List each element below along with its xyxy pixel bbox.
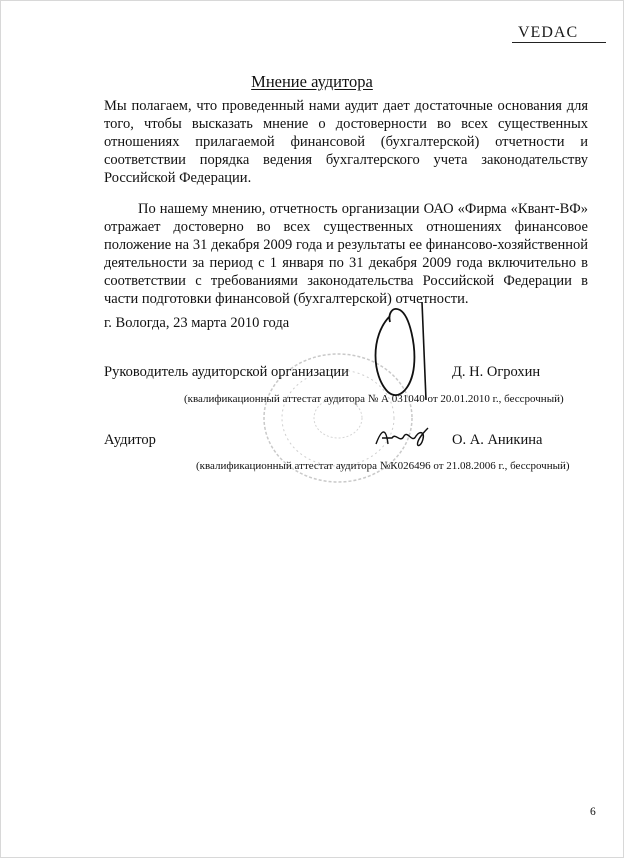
page-title: Мнение аудитора xyxy=(251,72,373,91)
opinion-paragraph-2: По нашему мнению, отчетность организации ОАО «Фирма «Квант-ВФ» отражает достоверно во всех существенных отношениях финансовое положение на 31 декабря 2009 года и результаты ее финансово-хозяйственной деятельности за период с 1 января по 31 декабря 2009 года включительно в соответствии с требованиями законодательства Российской Федерации в части подготовки финансовой (бухгалтерской) отчетности. xyxy=(104,201,588,307)
page-number: 6 xyxy=(590,806,596,818)
auditor-name: О. А. Аникина xyxy=(452,432,543,448)
auditor-certificate: (квалификационный аттестат аудитора №К026496 от 21.08.2006 г., бессрочный) xyxy=(196,460,570,472)
director-certificate: (квалификационный аттестат аудитора № А 031040 от 20.01.2010 г., бессрочный) xyxy=(184,393,564,405)
auditor-label: Аудитор xyxy=(104,432,156,448)
logo-text: VEDAC xyxy=(518,24,579,41)
director-label: Руководитель аудиторской организации xyxy=(104,364,349,380)
opinion-paragraph-1: Мы полагаем, что проведенный нами аудит дает достаточные основания для того, чтобы высказать мнение о достоверности во всех существенных отношениях прилагаемой финансовой (бухгалтерской) отчетности и соответствии порядка ведения бухгалтерского учета законодательству Российской Федерации. xyxy=(104,98,588,186)
director-signature xyxy=(360,296,450,406)
logo-underline xyxy=(512,42,606,43)
auditor-signature xyxy=(372,422,432,452)
company-logo xyxy=(512,22,610,50)
director-name: Д. Н. Огрохин xyxy=(452,364,541,380)
place-and-date: г. Вологда, 23 марта 2010 года xyxy=(104,315,290,331)
